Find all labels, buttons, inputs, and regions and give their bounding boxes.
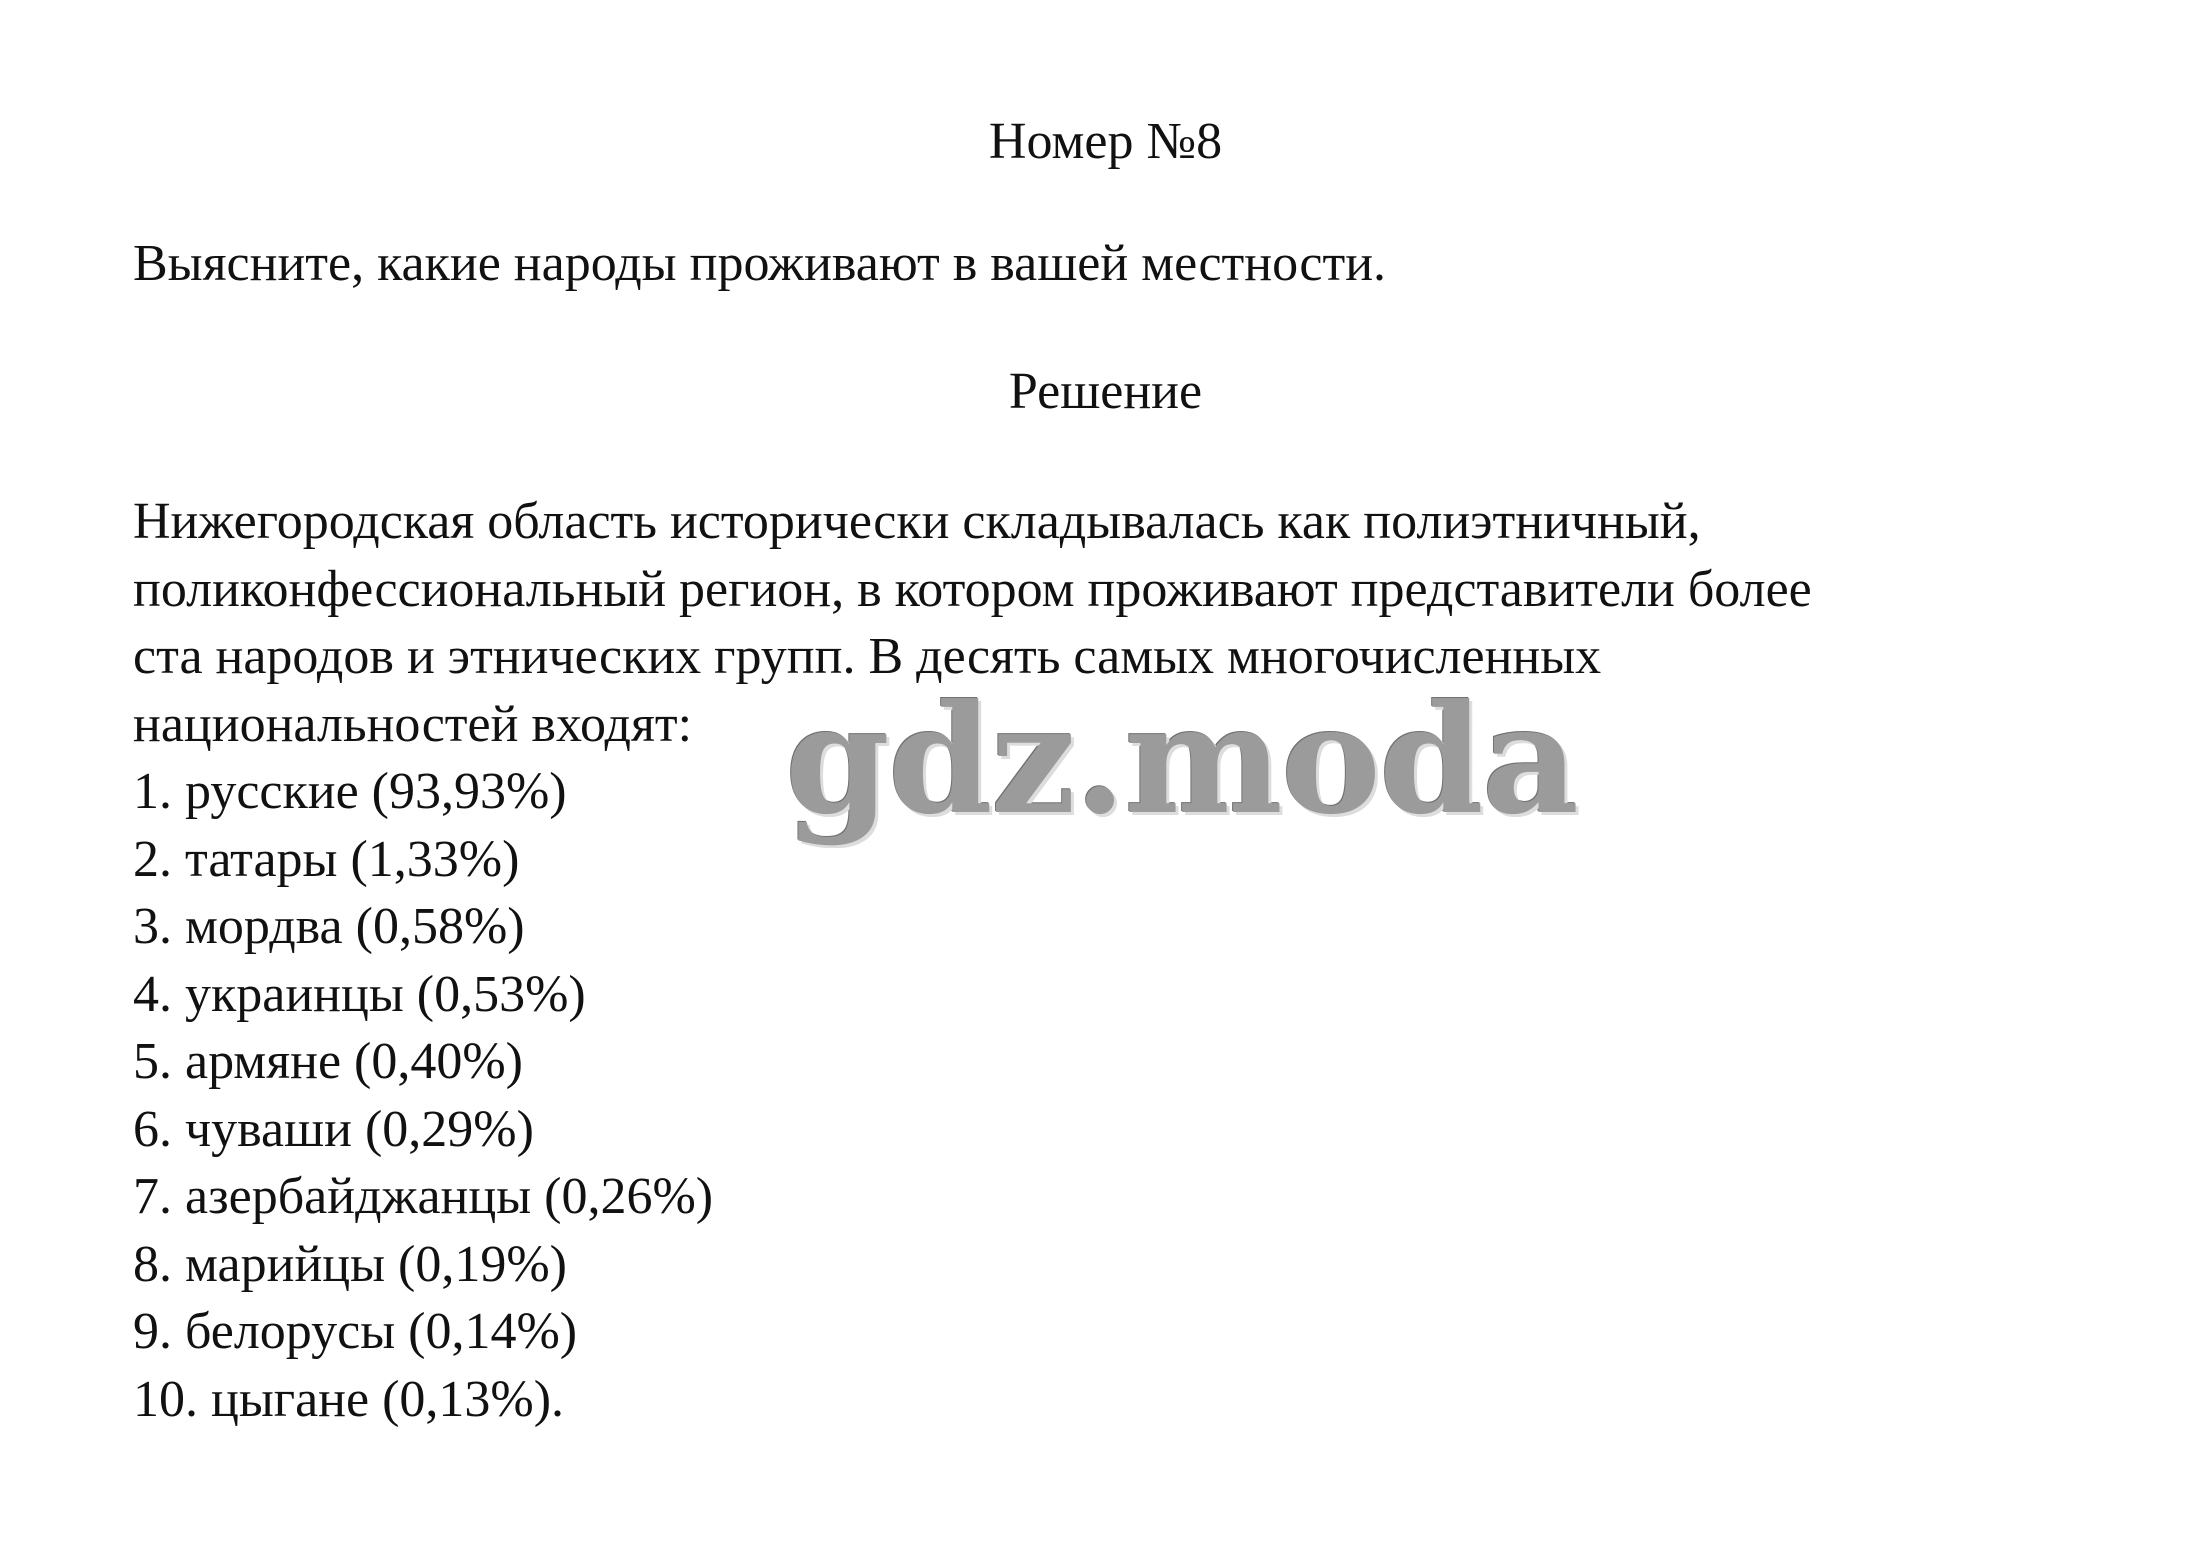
watermark: gdz.moda: [785, 672, 1578, 848]
list-item: 4. украинцы (0,53%): [133, 965, 586, 1023]
list-item: 7. азербайджанцы (0,26%): [133, 1168, 714, 1225]
list-item: 1. русские (93,93%): [133, 763, 567, 820]
paragraph-line: Нижегородская область исторически складывалась как полиэтничный,: [133, 493, 1701, 550]
list-item: 8. марийцы (0,19%): [133, 1235, 568, 1293]
list-item: 9. белорусы (0,14%): [133, 1303, 578, 1360]
page-title: Номер №8: [988, 113, 1223, 170]
paragraph-line: национальностей входят:: [133, 695, 693, 753]
task-text: Выясните, какие народы проживают в вашей местности.: [133, 235, 1387, 292]
paragraph-line: ста народов и этнических групп. В десять самых многочисленных: [133, 628, 1602, 685]
list-item: 2. татары (1,33%): [133, 830, 520, 888]
list-item: 5. армяне (0,40%): [133, 1033, 523, 1090]
list-item: 3. мордва (0,58%): [133, 898, 525, 955]
solution-heading: Решение: [1008, 363, 1203, 420]
list-item: 6. чуваши (0,29%): [133, 1100, 534, 1158]
nationalities-list: [133, 758, 713, 1433]
list-item: 10. цыгане (0,13%).: [133, 1370, 565, 1428]
paragraph-line: поликонфессиональный регион, в котором проживают представители более: [133, 560, 1812, 618]
